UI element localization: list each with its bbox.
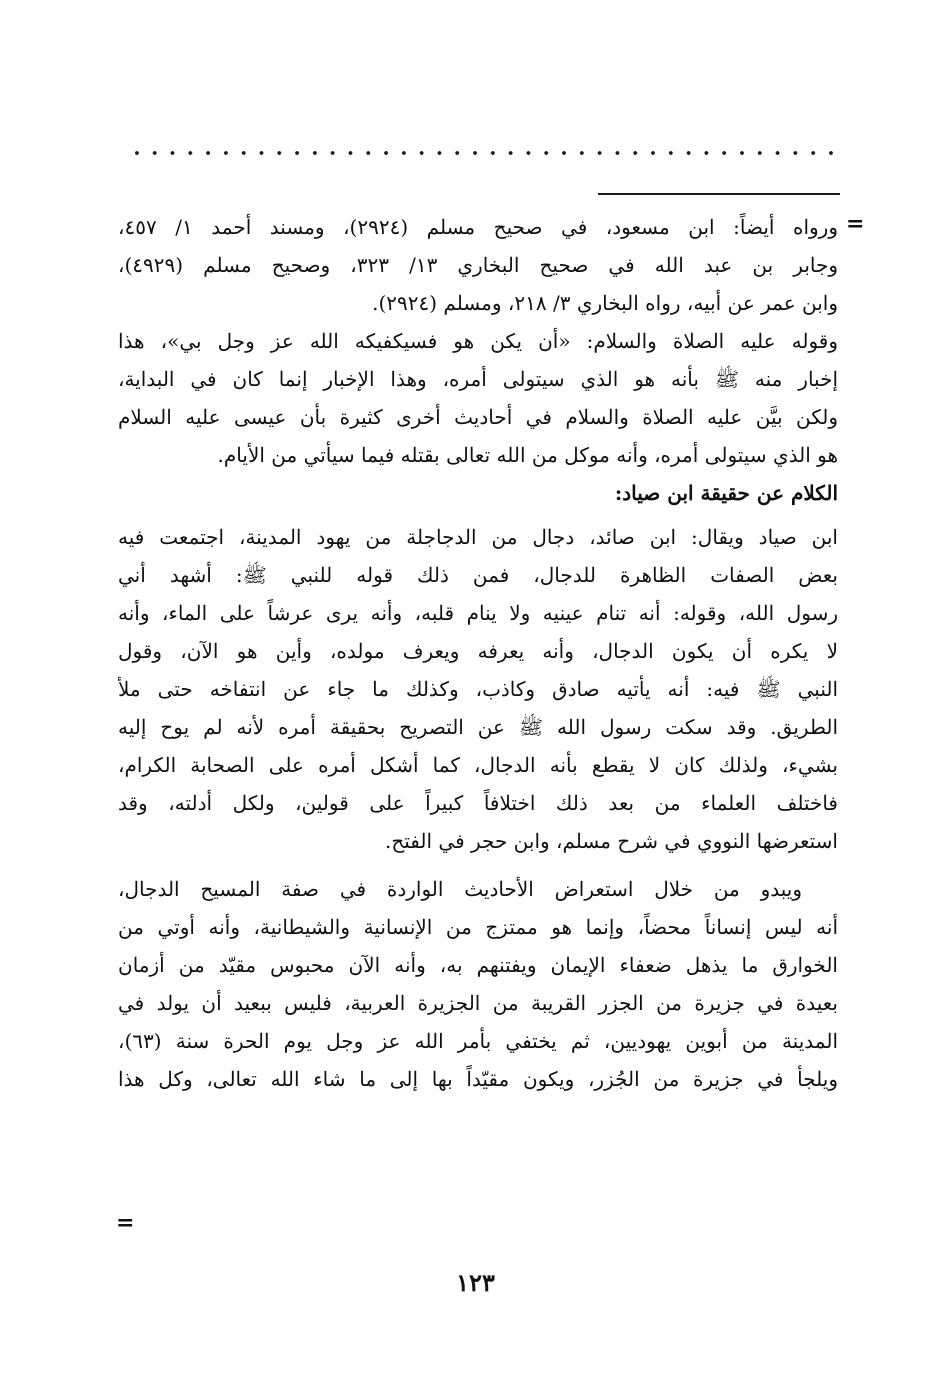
footnote-body [118, 208, 838, 1098]
footnote-line: فاختلف العلماء من بعد ذلك اختلافاً كبيراً على قولين، ولكل أدلته، وقد [118, 791, 838, 815]
footnote-line: هو الذي سيتولى أمره، وأنه موكل من الله تعالى بقتله فيما سيأتي من الأيام. [217, 443, 838, 467]
footnote-line: المدينة من أبوين يهوديين، ثم يختفي بأمر الله عز وجل يوم الحرة سنة (٦٣)، [118, 1029, 838, 1053]
footnote-line: وجابر بن عبد الله في صحيح البخاري ١٣/ ٣٢٣، وصحيح مسلم (٤٩٢٩)، [118, 253, 838, 277]
footnote-line: الخوارق ما يذهل ضعفاء الإيمان ويفتنهم به، وأنه الآن محبوس مقيّد من أزمان [118, 953, 838, 977]
footnote-line: استعرضها النووي في شرح مسلم، وابن حجر في الفتح. [384, 829, 838, 853]
footnote-line: وابن عمر عن أبيه، رواه البخاري ٣/ ٢١٨، ومسلم (٢٩٢٤). [372, 291, 838, 315]
footnote-line: ورواه أيضاً: ابن مسعود، في صحيح مسلم (٢٩٢٤)، ومسند أحمد ١/ ٤٥٧، [118, 215, 838, 239]
footnote-rule [598, 193, 840, 195]
footnote-line: بشيء، ولذلك كان لا يقطع بأنه الدجال، كما أشكل أمره على الصحابة الكرام، [118, 753, 838, 777]
footnote-line: وقوله عليه الصلاة والسلام: «أن يكن هو فسيكفيكه الله عز وجل بي»، هذا [118, 329, 838, 353]
footnote-line: بعض الصفات الظاهرة للدجال، فمن ذلك قوله للنبي ﷺ: أشهد أني [118, 563, 838, 587]
footnote-line: بعيدة في جزيرة من الجزر القريبة من الجزيرة العربية، فليس ببعيد أن يولد في [118, 991, 838, 1015]
section-heading: الكلام عن حقيقة ابن صياد: [614, 481, 838, 505]
continuation-mark-top: = [846, 211, 865, 237]
footnote-line: ابن صياد ويقال: ابن صائد، دجال من الدجاجلة من يهود المدينة، اجتمعت فيه [118, 525, 838, 549]
footnote-line: أنه ليس إنساناً محضاً، وإنما هو ممتزج من الإنسانية والشيطانية، وأنه أوتي من [118, 915, 838, 939]
continuation-mark-bottom: = [116, 1210, 135, 1236]
footnote-line: لا يكره أن يكون الدجال، وأنه يعرفه ويعرف مولده، وأين هو الآن، وقول [118, 639, 838, 663]
dotted-separator [128, 150, 838, 156]
footnote-line: ويبدو من خلال استعراض الأحاديث الواردة في صفة المسيح الدجال، [118, 877, 802, 901]
footnote-line: رسول الله، وقوله: أنه تنام عينيه ولا ينام قلبه، وأنه يرى عرشاً على الماء، وأنه [118, 601, 838, 625]
footnote-line: النبي ﷺ فيه: أنه يأتيه صادق وكاذب، وكذلك ما جاء عن انتفاخه حتى ملأ [118, 677, 838, 701]
page-number: ١٢٣ [456, 1268, 495, 1297]
footnote-line: ويلجأ في جزيرة من الجُزر، ويكون مقيّداً بها إلى ما شاء الله تعالى، وكل هذا [118, 1067, 838, 1091]
footnote-line: ولكن بيَّن عليه الصلاة والسلام في أحاديث أخرى كثيرة بأن عيسى عليه السلام [118, 405, 838, 429]
footnote-line: الطريق. وقد سكت رسول الله ﷺ عن التصريح بحقيقة أمره لأنه لم يوح إليه [118, 715, 838, 739]
footnote-line: إخبار منه ﷺ بأنه هو الذي سيتولى أمره، وهذا الإخبار إنما كان في البداية، [118, 367, 838, 391]
